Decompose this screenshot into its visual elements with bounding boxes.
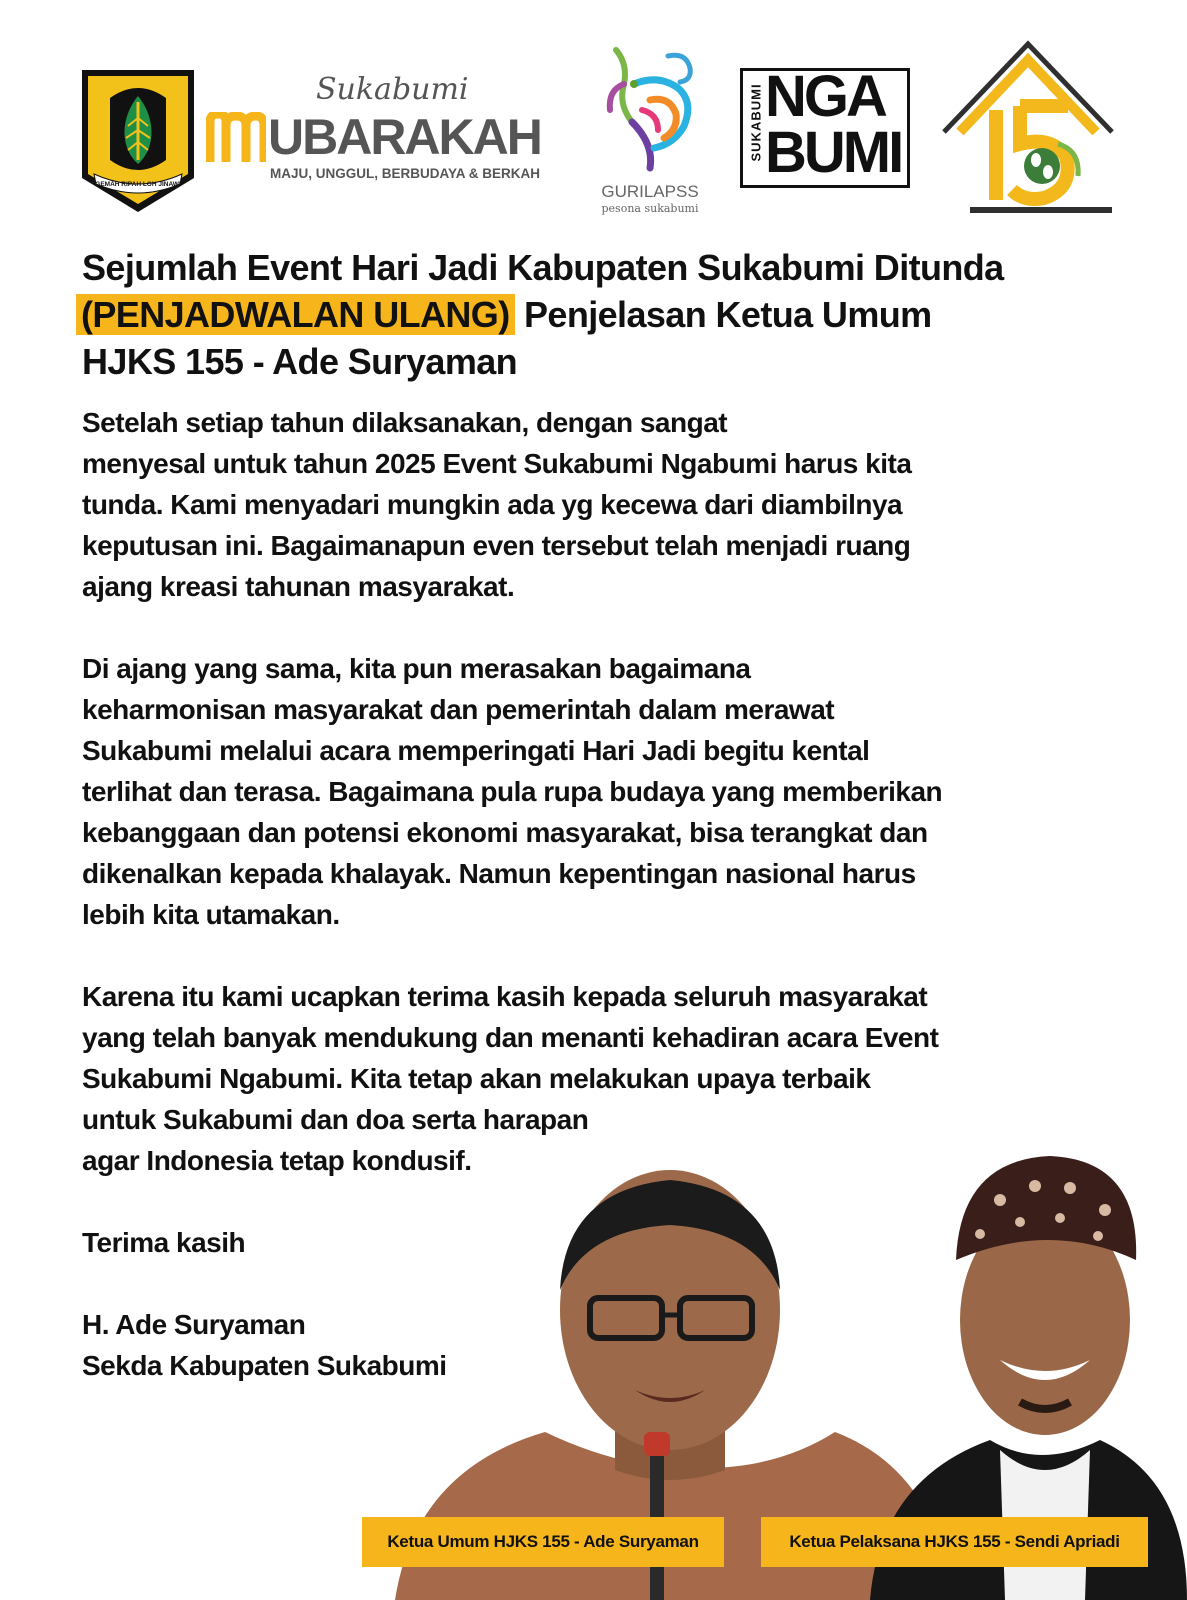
paragraph-line: tunda. Kami menyadari mungkin ada yg kecewa dari diambilnya <box>82 489 903 520</box>
crest-motto: GEMAH RIPAH LOH JINAWI <box>95 181 181 188</box>
kangaroo-mascot-icon <box>598 44 698 174</box>
paragraph-line: menyesal untuk tahun 2025 Event Sukabumi Ngabumi harus kita <box>82 448 912 479</box>
mubarakah-logo <box>206 72 556 187</box>
ngabumi-top-text: NGA <box>765 64 885 129</box>
ngabumi-bottom-text: BUMI <box>765 120 902 185</box>
regency-crest-logo <box>80 68 196 214</box>
paragraph-line: terlihat dan terasa. Bagaimana pula rupa budaya yang memberikan <box>82 776 943 807</box>
paragraph-line: keharmonisan masyarakat dan pemerintah dalam merawat <box>82 694 835 725</box>
paragraph-line: keputusan ini. Bagaimanapun even tersebut telah menjadi ruang <box>82 530 911 561</box>
signatory-position: Sekda Kabupaten Sukabumi <box>82 1350 447 1381</box>
headline-line-1: Sejumlah Event Hari Jadi Kabupaten Sukabumi Ditunda <box>82 247 1004 288</box>
ngabumi-logo <box>740 64 910 188</box>
paragraph-1 <box>82 402 1162 607</box>
paragraph-line: lebih kita utamakan. <box>82 899 340 930</box>
paragraph-line: untuk Sukabumi dan doa serta harapan <box>82 1104 589 1135</box>
paragraph-line: dikenalkan kepada khalayak. Namun kepentingan nasional harus <box>82 858 916 889</box>
paragraph-line: Setelah setiap tahun dilaksanakan, dengan sangat <box>82 407 728 438</box>
signatory-name: H. Ade Suryaman <box>82 1309 306 1340</box>
mubarakah-wordmark: UBARAKAH <box>268 109 541 165</box>
headline-line-2: Penjelasan Ketua Umum <box>514 294 932 335</box>
paragraph-line: ajang kreasi tahunan masyarakat. <box>82 571 515 602</box>
mubarakah-m-icon <box>206 112 266 162</box>
paragraph-line: yang telah banyak mendukung dan menanti kehadiran acara Event <box>82 1022 939 1053</box>
closing-text: Terima kasih <box>82 1227 246 1258</box>
logo-row <box>0 40 1187 220</box>
hjks-155-logo <box>940 40 1116 216</box>
caption-ketua-umum: Ketua Umum HJKS 155 - Ade Suryaman <box>362 1517 724 1567</box>
headline-highlight: (PENJADWALAN ULANG) <box>76 294 515 335</box>
gurilapss-logo <box>594 44 706 214</box>
headline-line-3: HJKS 155 - Ade Suryaman <box>82 341 518 382</box>
paragraph-line: Di ajang yang sama, kita pun merasakan bagaimana <box>82 653 751 684</box>
paragraph-line: Sukabumi Ngabumi. Kita tetap akan melakukan upaya terbaik <box>82 1063 871 1094</box>
ngabumi-side-text: SUKABUMI <box>748 83 764 162</box>
mubarakah-tagline: MAJU, UNGGUL, BERBUDAYA & BERKAH <box>270 166 541 181</box>
mubarakah-script-text: Sukabumi <box>316 72 469 107</box>
caption-ketua-pelaksana: Ketua Pelaksana HJKS 155 - Sendi Apriadi <box>761 1517 1148 1567</box>
gurilapss-name: GURILAPSS <box>601 182 699 201</box>
gurilapss-tagline: pesona sukabumi <box>601 202 699 215</box>
signature-block <box>82 1222 447 1386</box>
headline <box>82 244 1122 385</box>
paragraph-2 <box>82 648 1162 935</box>
paragraph-line: Sukabumi melalui acara memperingati Hari Jadi begitu kental <box>82 735 870 766</box>
paragraph-line: kebanggaan dan potensi ekonomi masyarakat, bisa terangkat dan <box>82 817 928 848</box>
statement-body <box>82 402 1162 1222</box>
paragraph-line: Karena itu kami ucapkan terima kasih kepada seluruh masyarakat <box>82 981 928 1012</box>
paragraph-line: agar Indonesia tetap kondusif. <box>82 1145 472 1176</box>
